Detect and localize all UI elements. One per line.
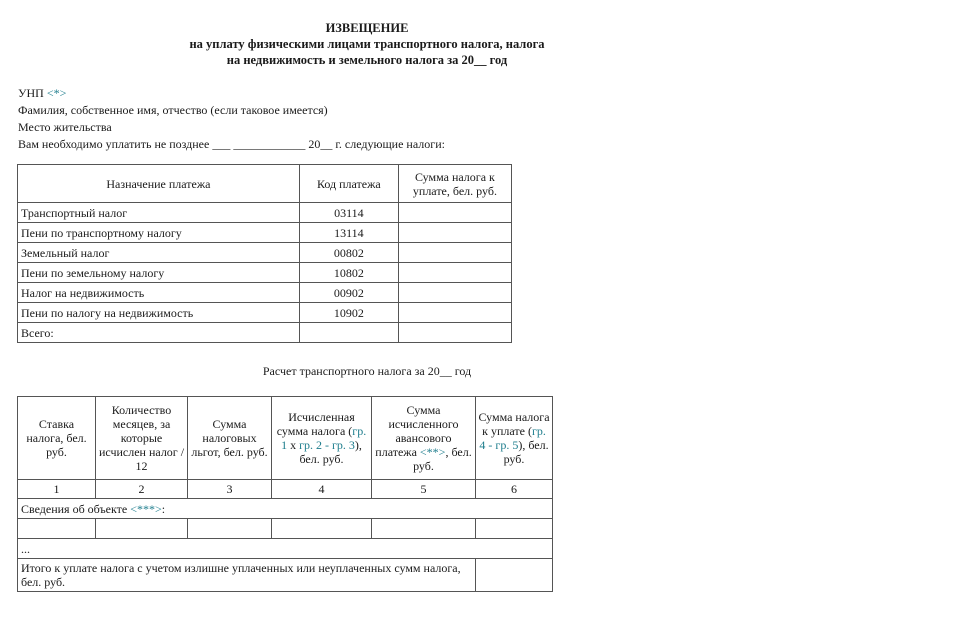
empty-cell [372, 519, 476, 539]
multiply-sign: x [287, 438, 300, 452]
table-row [18, 203, 512, 223]
header-to-pay-text: Сумма налога к уплате ( [478, 410, 550, 438]
header-calculated [272, 397, 372, 480]
taxpayer-info [18, 85, 445, 153]
table-row [18, 283, 512, 303]
itog-row [18, 559, 553, 592]
object-info-label: Сведения об объекте [21, 501, 131, 516]
payment-purpose: Пени по транспортному налогу [18, 223, 300, 243]
total-label: Всего: [18, 323, 300, 343]
col-number: 2 [96, 480, 188, 499]
itog-value-cell [476, 559, 553, 592]
object-footnote-link[interactable]: <***> [130, 501, 162, 516]
empty-cell [18, 519, 96, 539]
payment-code: 00802 [299, 243, 398, 263]
payment-amount-cell [398, 243, 511, 263]
col-number: 1 [18, 480, 96, 499]
notice-title [0, 20, 734, 68]
notice-subtitle-line2: на недвижимость и земельного налога за 20__ год [226, 53, 508, 67]
payment-amount-cell [398, 283, 511, 303]
header-advance-tail: , бел. руб. [413, 445, 472, 473]
header-advance-text: Сумма исчисленного авансового платежа [375, 403, 459, 459]
header-benefits: Сумма налоговых льгот, бел. руб. [188, 397, 272, 480]
unp-label: УНП [18, 86, 47, 100]
ellipsis-cell: ... [18, 539, 553, 559]
table-row [18, 223, 512, 243]
total-code-cell [299, 323, 398, 343]
unp-line [18, 85, 445, 102]
calc-section-title: Расчет транспортного налога за 20__ год [262, 364, 472, 378]
minus-sign: - [322, 438, 332, 452]
total-row [18, 323, 512, 343]
payment-amount-cell [398, 263, 511, 283]
table-row [18, 519, 553, 539]
payment-amount-cell [398, 303, 511, 323]
payment-code: 10902 [299, 303, 398, 323]
payments-table [17, 164, 512, 343]
header-calculated-text: Исчисленная сумма налога ( [276, 410, 355, 438]
payment-amount-cell [398, 203, 511, 223]
col-number: 3 [188, 480, 272, 499]
header-advance [372, 397, 476, 480]
col-number: 5 [372, 480, 476, 499]
gr2-link[interactable]: гр. 2 [299, 438, 322, 452]
header-to-pay-tail: ), бел. руб. [503, 438, 549, 466]
header-amount: Сумма налога к уплате, бел. руб. [398, 165, 511, 203]
table-row [18, 303, 512, 323]
header-code: Код платежа [299, 165, 398, 203]
header-rate: Ставка налога, бел. руб. [18, 397, 96, 480]
table-row [18, 243, 512, 263]
deadline-line: Вам необходимо уплатить не позднее ___ ____________ 20__ г. следующие налоги: [18, 137, 445, 151]
empty-cell [188, 519, 272, 539]
payment-purpose: Пени по земельному налогу [18, 263, 300, 283]
header-months: Количество месяцев, за которые исчислен налог / 12 [96, 397, 188, 480]
empty-cell [272, 519, 372, 539]
header-purpose: Назначение платежа [18, 165, 300, 203]
object-info-row [18, 499, 553, 519]
gr4-link[interactable]: гр. 4 [479, 424, 546, 452]
calc-header-row [18, 397, 553, 480]
payment-purpose: Земельный налог [18, 243, 300, 263]
object-info-cell [18, 499, 553, 519]
ellipsis-row [18, 539, 553, 559]
table-row [18, 263, 512, 283]
col-number: 6 [476, 480, 553, 499]
gr5-link[interactable]: гр. 5 [495, 438, 519, 452]
transport-tax-calc-table [17, 396, 553, 592]
itog-label: Итого к уплате налога с учетом излишне уплаченных или неуплаченных сумм налога, бел. руб. [18, 559, 476, 592]
gr1-link[interactable]: гр. 1 [281, 424, 367, 452]
col-number: 4 [272, 480, 372, 499]
object-info-colon: : [161, 501, 166, 516]
payment-purpose: Транспортный налог [18, 203, 300, 223]
payment-code: 10802 [299, 263, 398, 283]
payment-code: 13114 [299, 223, 398, 243]
minus-sign-2: - [485, 438, 496, 452]
header-to-pay [476, 397, 553, 480]
total-amount-cell [398, 323, 511, 343]
payments-header-row [18, 165, 512, 203]
residence-line: Место жительства [18, 120, 112, 134]
empty-cell [476, 519, 553, 539]
gr3-link[interactable]: гр. 3 [332, 438, 355, 452]
fio-line: Фамилия, собственное имя, отчество (если таковое имеется) [18, 103, 328, 117]
empty-cell [96, 519, 188, 539]
notice-subtitle-line1: на уплату физическими лицами транспортного налога, налога [189, 37, 545, 51]
payment-purpose: Налог на недвижимость [18, 283, 300, 303]
notice-heading: ИЗВЕЩЕНИЕ [325, 21, 409, 35]
unp-footnote-link[interactable]: <*> [46, 86, 67, 100]
advance-footnote-link[interactable]: <**> [419, 445, 446, 459]
payment-purpose: Пени по налогу на недвижимость [18, 303, 300, 323]
column-numbers-row [18, 480, 553, 499]
header-calculated-tail: ), бел. руб. [299, 438, 362, 466]
payment-code: 00902 [299, 283, 398, 303]
payment-amount-cell [398, 223, 511, 243]
payment-code: 03114 [299, 203, 398, 223]
